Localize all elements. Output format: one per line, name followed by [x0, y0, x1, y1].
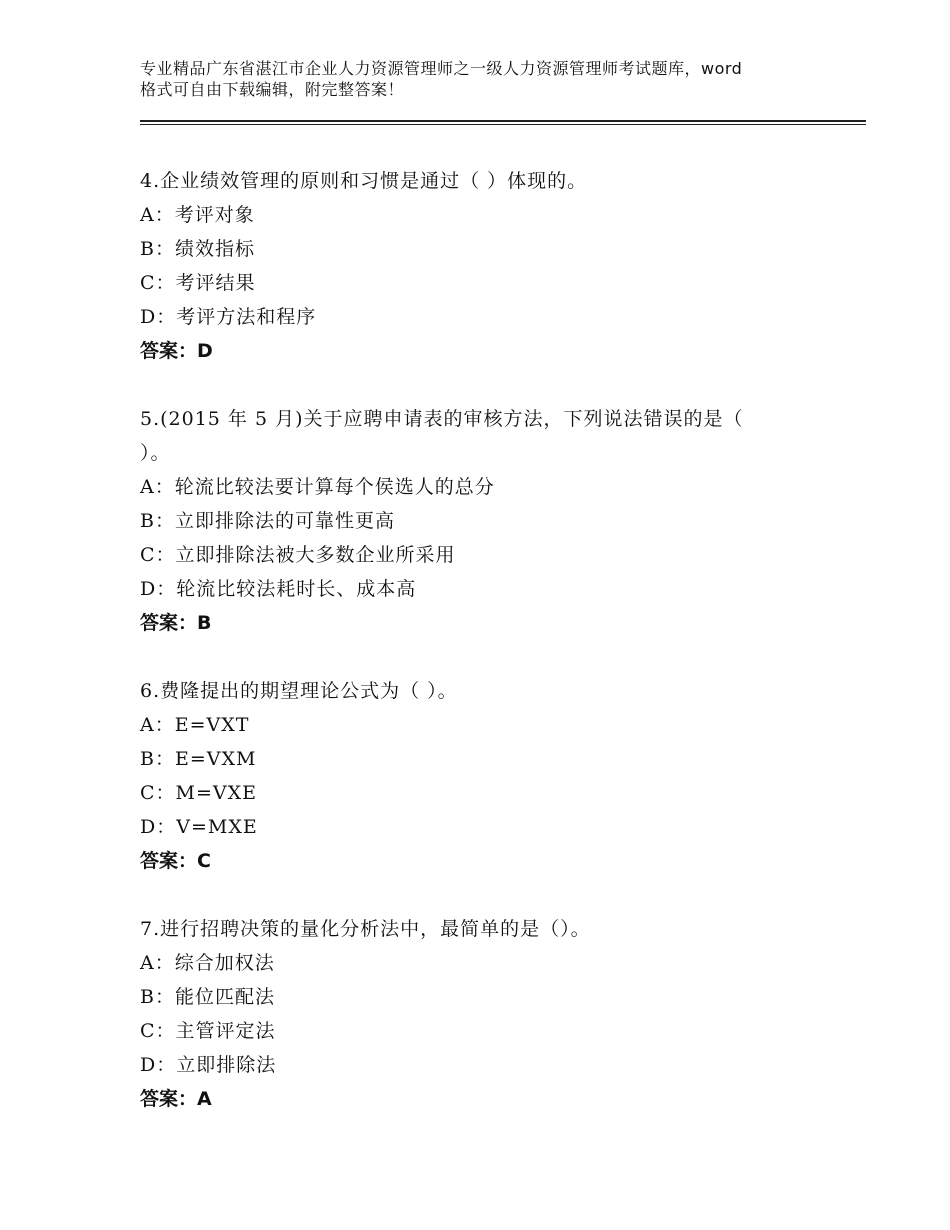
question-6 [140, 674, 830, 878]
header-line-1: 专业精品广东省湛江市企业人力资源管理师之一级人力资源管理师考试题库，word [140, 59, 743, 78]
answer: 答案：D [140, 340, 213, 362]
question-5 [140, 402, 830, 640]
option-c: C：考评结果 [140, 272, 256, 294]
option-d: D：立即排除法 [140, 1054, 277, 1076]
answer: 答案：C [140, 850, 211, 872]
question-7 [140, 912, 830, 1116]
answer: 答案：B [140, 612, 212, 634]
option-b: B：E=VXM [140, 748, 257, 770]
option-b: B：立即排除法的可靠性更高 [140, 510, 395, 532]
question-4 [140, 164, 830, 368]
option-c: C：主管评定法 [140, 1020, 276, 1042]
option-c: C：M=VXE [140, 782, 258, 804]
question-text: 4.企业绩效管理的原则和习惯是通过（ ）体现的。 [140, 170, 588, 192]
option-d: D：考评方法和程序 [140, 306, 317, 328]
answer: 答案：A [140, 1088, 212, 1110]
option-d: D：轮流比较法耗时长、成本高 [140, 578, 417, 600]
question-list [140, 164, 830, 1150]
option-a: A：综合加权法 [140, 952, 275, 974]
header-divider-thick [140, 120, 866, 122]
option-a: A：考评对象 [140, 204, 255, 226]
question-text: 6.费隆提出的期望理论公式为（ ）。 [140, 680, 458, 702]
option-a: A：E=VXT [140, 714, 250, 736]
question-text: 5.(2015 年 5 月)关于应聘申请表的审核方法，下列说法错误的是（ [140, 408, 744, 430]
option-a: A：轮流比较法要计算每个侯选人的总分 [140, 476, 495, 498]
option-d: D：V=MXE [140, 816, 258, 838]
header-line-2: 格式可自由下载编辑，附完整答案！ [140, 80, 405, 99]
option-c: C：立即排除法被大多数企业所采用 [140, 544, 456, 566]
question-text: 7.进行招聘决策的量化分析法中，最简单的是（）。 [140, 918, 591, 940]
header-divider-thin [140, 124, 866, 125]
option-b: B：能位匹配法 [140, 986, 275, 1008]
document-header [140, 58, 840, 100]
option-b: B：绩效指标 [140, 238, 255, 260]
question-text-continued: ）。 [140, 442, 171, 464]
